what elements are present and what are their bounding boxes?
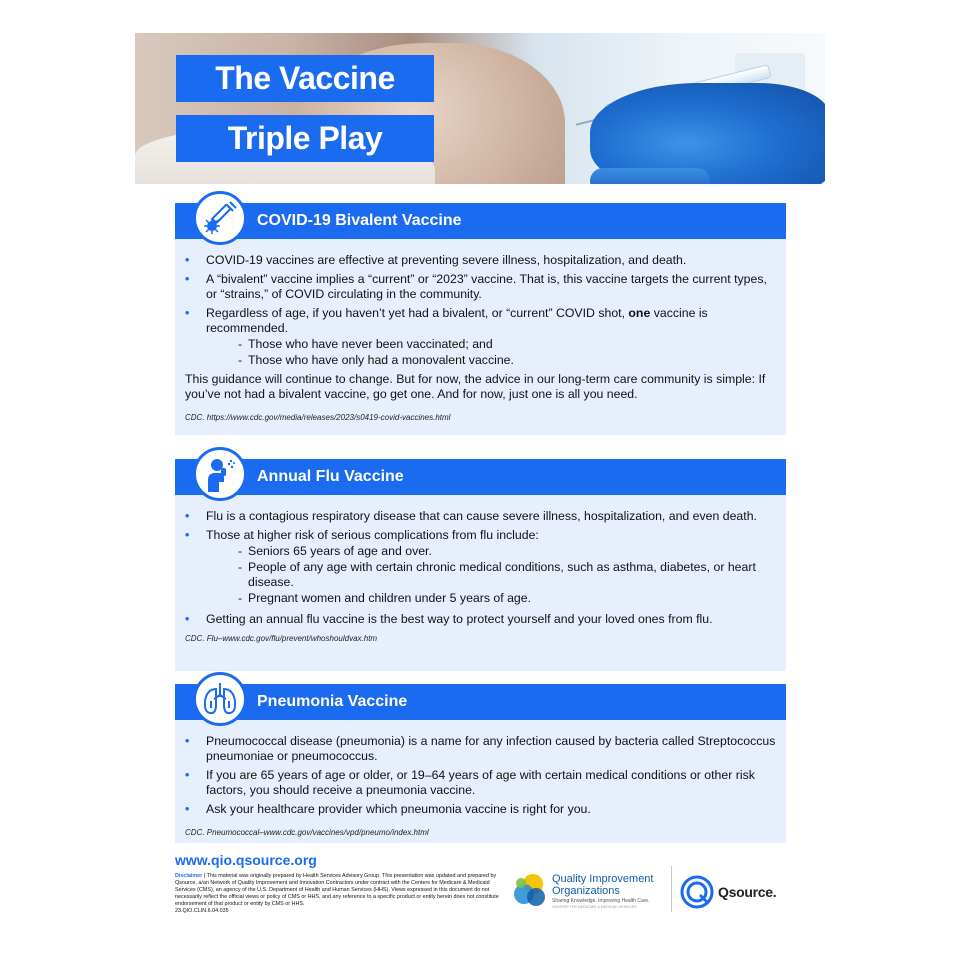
list-item: • A “bivalent” vaccine implies a “current” or “2023” vaccine. That is, this vaccine targets the current types, or “strains,” of COVID circulating in the community.: [185, 272, 776, 302]
guidance-paragraph: This guidance will continue to change. But for now, the advice in our long-term care community is simple: If you’ve not had a bivalent vaccine, go get one. And for now, just one is all you need.: [185, 372, 766, 401]
qio-name-line2: Organizations: [552, 885, 620, 897]
emphasis-one: one: [628, 306, 651, 320]
qsource-logo-icon: [680, 875, 714, 909]
list-item: • Ask your healthcare provider which pneumonia vaccine is right for you.: [185, 802, 776, 817]
gloved-finger: [590, 168, 710, 184]
citation: CDC. https://www.cdc.gov/media/releases/2023/s0419-covid-vaccines.html: [185, 413, 451, 422]
qio-tagline: Sharing Knowledge. Improving Health Care.: [552, 898, 650, 904]
pneumonia-section-title: Pneumonia Vaccine: [257, 693, 408, 710]
disclaimer-label: Disclaimer: [175, 873, 203, 879]
disclaimer-text: | This material was originally prepared by Health Services Advisory Group. This presentation was updated and prepared by Qsource, a/an Network of Quality Improvement and Innovation Contractors under contract with the Centers for Medicare & Medicaid Services (CMS), an agency of the U.S. Department of Health and Human Services (HHS). Views expressed in this document do not necessarily reflect the official views or policy of CMS or HHS, and any reference to a specific product or entity herein does not constitute endorsement of that product or entity by CMS or HHS.: [175, 873, 499, 907]
flu-section: [175, 459, 786, 671]
qsource-logo: [680, 874, 776, 910]
citation: CDC. Flu–www.cdc.gov/flu/prevent/whoshouldvax.htm: [185, 634, 378, 643]
flu-section-header: [175, 459, 786, 495]
sub-item: - People of any age with certain chronic medical conditions, such as asthma, diabetes, or heart disease.: [238, 560, 776, 590]
disclaimer: [175, 873, 505, 915]
title-line-1: The Vaccine: [176, 55, 434, 102]
sub-item: - Pregnant women and children under 5 years of age.: [238, 591, 776, 606]
syringe-virus-icon: [193, 191, 247, 245]
footer-divider: [671, 866, 672, 912]
sub-item: - Seniors 65 years of age and over.: [238, 544, 776, 559]
pneumonia-section-body: [175, 720, 786, 843]
list-item: • Pneumococcal disease (pneumonia) is a name for any infection caused by bacteria called Streptococcus pneumoniae or pneumococcus.: [185, 734, 776, 764]
pneumonia-section: [175, 684, 786, 843]
sub-item: - Those who have never been vaccinated; and: [238, 337, 776, 352]
list-item: [185, 306, 776, 368]
list-item: [185, 528, 776, 606]
list-item: • Getting an annual flu vaccine is the best way to protect yourself and your loved ones from flu.: [185, 612, 776, 627]
flu-section-title: Annual Flu Vaccine: [257, 468, 404, 485]
document-code: 23.QIO.CLIN.6.04.035: [175, 908, 229, 914]
list-item-text: Those at higher risk of serious complications from flu include:: [206, 528, 539, 542]
covid-section-header: [175, 203, 786, 239]
lungs-icon: [193, 672, 247, 726]
qsource-name: Qsource.: [718, 884, 777, 900]
list-item: • If you are 65 years of age or older, or 19–64 years of age with certain medical conditions or other risk factors, you should receive a pneumonia vaccine.: [185, 768, 776, 798]
pneumonia-section-header: [175, 684, 786, 720]
list-item-text: vaccine is recommended.: [206, 306, 708, 335]
sub-item: - Those who have only had a monovalent vaccine.: [238, 353, 776, 368]
website-link[interactable]: www.qio.qsource.org: [175, 852, 317, 868]
covid-section-title: COVID-19 Bivalent Vaccine: [257, 212, 462, 229]
citation: CDC. Pneumococcal–www.cdc.gov/vaccines/vpd/pneumo/index.html: [185, 828, 429, 837]
title-line-2: Triple Play: [176, 115, 434, 162]
covid-section-body: [175, 239, 786, 435]
list-item-text: Regardless of age, if you haven’t yet had a bivalent, or “current” COVID shot,: [206, 306, 625, 320]
qio-name-line1: Quality Improvement: [552, 873, 654, 885]
list-item: • Flu is a contagious respiratory disease that can cause severe illness, hospitalization, and even death.: [185, 509, 776, 524]
covid-section: [175, 203, 786, 435]
person-coughing-icon: [193, 447, 247, 501]
qio-cms-text: CENTERS FOR MEDICARE & MEDICAID SERVICES: [552, 905, 637, 909]
flu-section-body: [175, 495, 786, 671]
qio-logo-icon: [512, 872, 548, 908]
qio-logo-block: [512, 870, 672, 910]
list-item: • COVID-19 vaccines are effective at preventing severe illness, hospitalization, and death.: [185, 253, 776, 268]
